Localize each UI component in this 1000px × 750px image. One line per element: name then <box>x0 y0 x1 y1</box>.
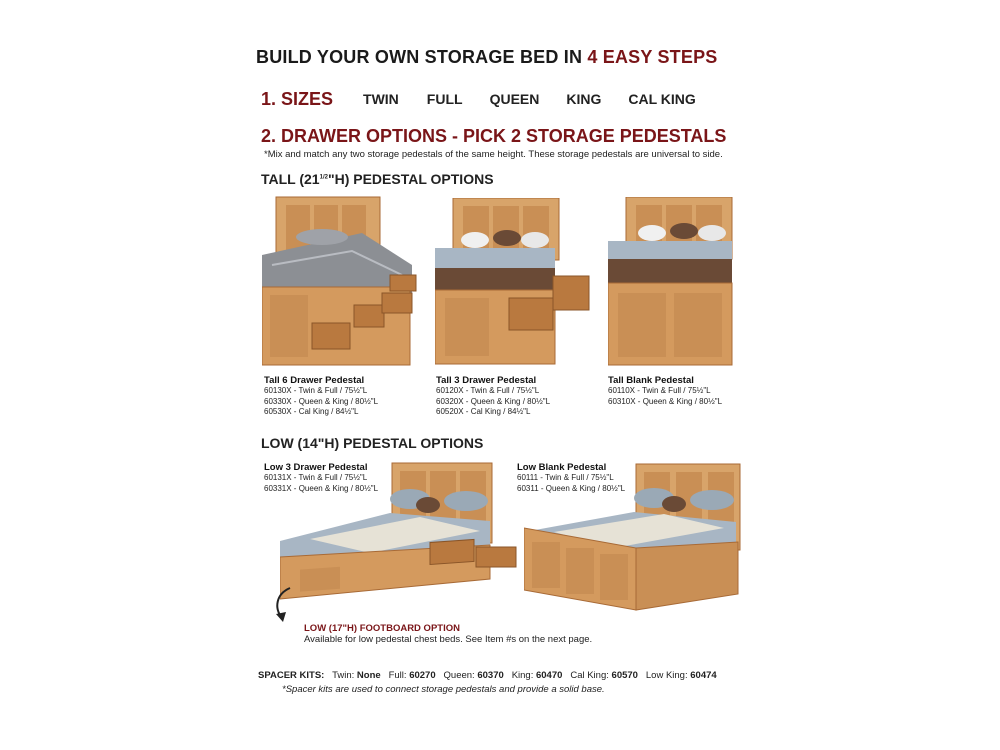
caption-line: 60120X - Twin & Full / 75½"L <box>436 386 540 395</box>
spacer-code: 60370 <box>477 670 504 681</box>
tall-blank-caption <box>608 375 722 407</box>
tall-6-drawer-image <box>262 195 420 367</box>
sizes-label: 1. SIZES <box>261 88 334 109</box>
tall-heading <box>261 171 494 187</box>
spacer-kits-row <box>258 670 717 681</box>
caption-title: Low Blank Pedestal <box>517 462 607 473</box>
caption-line: 60530X - Cal King / 84½"L <box>264 407 359 416</box>
tall-3-drawer-image <box>435 198 591 366</box>
tall-heading-post: "H) PEDESTAL OPTIONS <box>327 171 494 187</box>
tall-blank-image <box>608 197 734 367</box>
caption-line: 60311 - Queen & King / 80½"L <box>517 483 626 493</box>
spacer-kits-note: *Spacer kits are used to connect storage pedestals and provide a solid base. <box>282 684 605 695</box>
tall-heading-pre: TALL (21 <box>261 171 320 187</box>
size-cal-king[interactable]: CAL KING <box>628 91 696 107</box>
size-king[interactable]: KING <box>566 91 602 107</box>
tall-3-drawer-caption <box>436 375 550 418</box>
caption-line: 60520X - Cal King / 84½"L <box>436 407 531 416</box>
drawer-options-note: *Mix and match any two storage pedestals of the same height. These storage pedestals are universal to side. <box>264 149 723 160</box>
spacer-name: Cal King: <box>570 670 609 681</box>
size-twin[interactable]: TWIN <box>363 91 399 107</box>
spacer-name: King: <box>511 670 534 681</box>
caption-line: 60111 - Twin & Full / 75½"L <box>517 473 614 482</box>
spacer-code: 60570 <box>611 670 638 681</box>
title-highlight: 4 EASY STEPS <box>587 47 718 67</box>
caption-line: 60131X - Twin & Full / 75½"L <box>264 473 368 482</box>
caption-title: Low 3 Drawer Pedestal <box>264 462 368 473</box>
caption-line: 60110X - Twin & Full / 75½"L <box>608 386 711 395</box>
caption-line: 60331X - Queen & King / 80½"L <box>264 483 379 493</box>
spacer-code: None <box>356 670 381 681</box>
caption-line: 60330X - Queen & King / 80½"L <box>264 396 379 406</box>
low-heading: LOW (14"H) PEDESTAL OPTIONS <box>261 435 484 451</box>
caption-title: Tall 6 Drawer Pedestal <box>264 375 365 386</box>
low-3-drawer-image <box>280 461 518 611</box>
spacer-name: Twin: <box>332 670 355 681</box>
spacer-name: Queen: <box>443 670 475 681</box>
caption-title: Tall 3 Drawer Pedestal <box>436 375 537 386</box>
tall-heading-sup: 1/2 <box>319 174 328 181</box>
tall-6-drawer-caption <box>264 375 378 418</box>
size-queen[interactable]: QUEEN <box>489 91 540 107</box>
caption-line: 60320X - Queen & King / 80½"L <box>436 396 551 406</box>
caption-line: 60310X - Queen & King / 80½"L <box>608 396 723 406</box>
spacer-code: 60270 <box>409 670 436 681</box>
footboard-title: LOW (17"H) FOOTBOARD OPTION <box>304 623 460 634</box>
size-full[interactable]: FULL <box>426 91 463 107</box>
page-title <box>256 47 717 68</box>
spacer-code: 60470 <box>535 670 563 681</box>
drawer-options-heading: 2. DRAWER OPTIONS - PICK 2 STORAGE PEDESTALS <box>261 126 727 146</box>
title-prefix: BUILD YOUR OWN STORAGE BED IN <box>256 47 588 67</box>
spacer-name: Full: <box>388 670 407 681</box>
caption-line: 60130X - Twin & Full / 75½"L <box>264 386 368 395</box>
spacer-kits-label: SPACER KITS: <box>258 670 325 681</box>
sizes-row <box>261 88 696 110</box>
low-blank-image <box>524 462 744 612</box>
caption-title: Tall Blank Pedestal <box>608 375 694 386</box>
spacer-code: 60474 <box>690 670 717 681</box>
curved-arrow-icon <box>272 586 300 626</box>
spacer-name: Low King: <box>645 670 688 681</box>
footboard-text: Available for low pedestal chest beds. See Item #s on the next page. <box>304 634 593 645</box>
